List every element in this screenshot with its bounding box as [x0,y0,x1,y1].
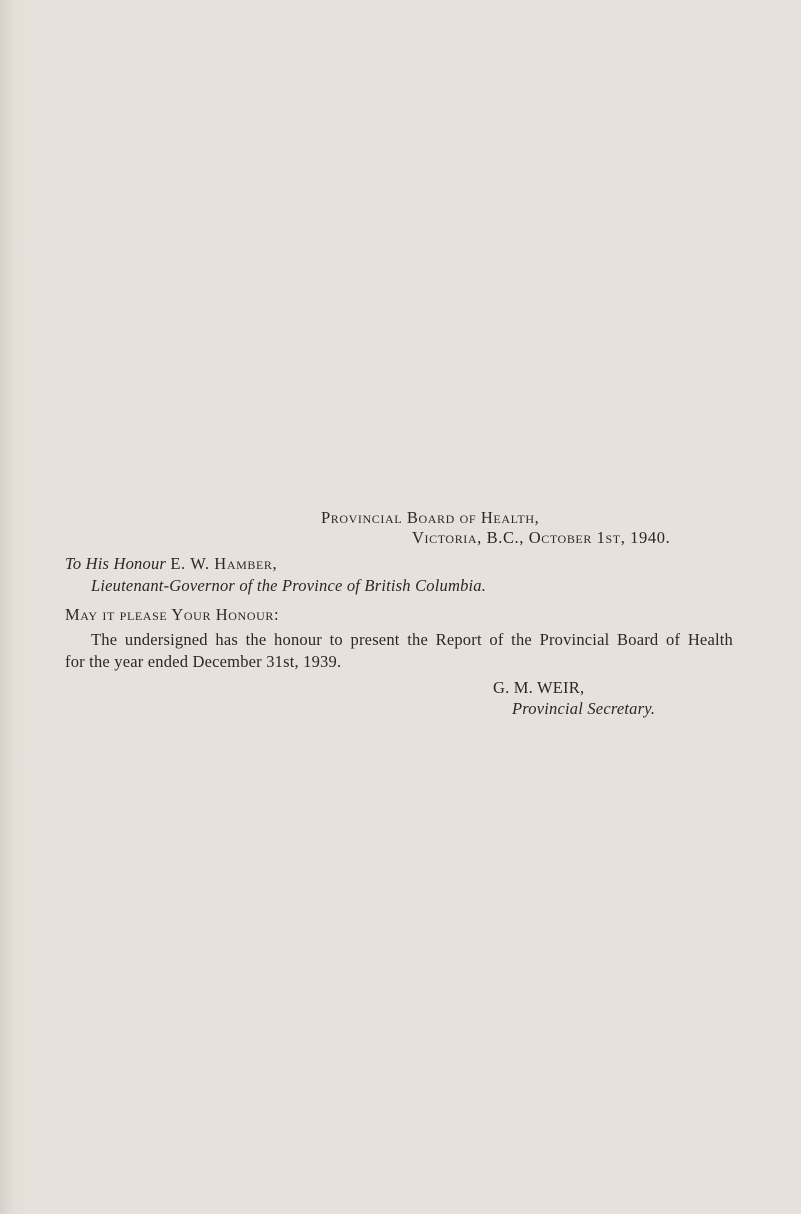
body-line-2: for the year ended December 31st, 1939. [65,652,342,671]
sender-organization: Provincial Board of Health, [321,508,540,527]
signature-title: Provincial Secretary. [512,699,656,718]
signature-name: G. M. WEIR, [493,678,585,697]
recipient-line [65,554,277,574]
salutation: May it please Your Honour: [65,605,280,624]
recipient-prefix: To His Honour [65,554,167,573]
recipient-name: E. W. Hamber, [170,554,278,573]
body-line-1: The undersigned has the honour to present the Report of the Provincial Board of Health [91,630,733,649]
recipient-title: Lieutenant-Governor of the Province of British Columbia. [91,576,487,595]
sender-location-date-text: Victoria, B.C., October 1st, 1940. [412,528,671,547]
sender-location-date [412,528,670,548]
